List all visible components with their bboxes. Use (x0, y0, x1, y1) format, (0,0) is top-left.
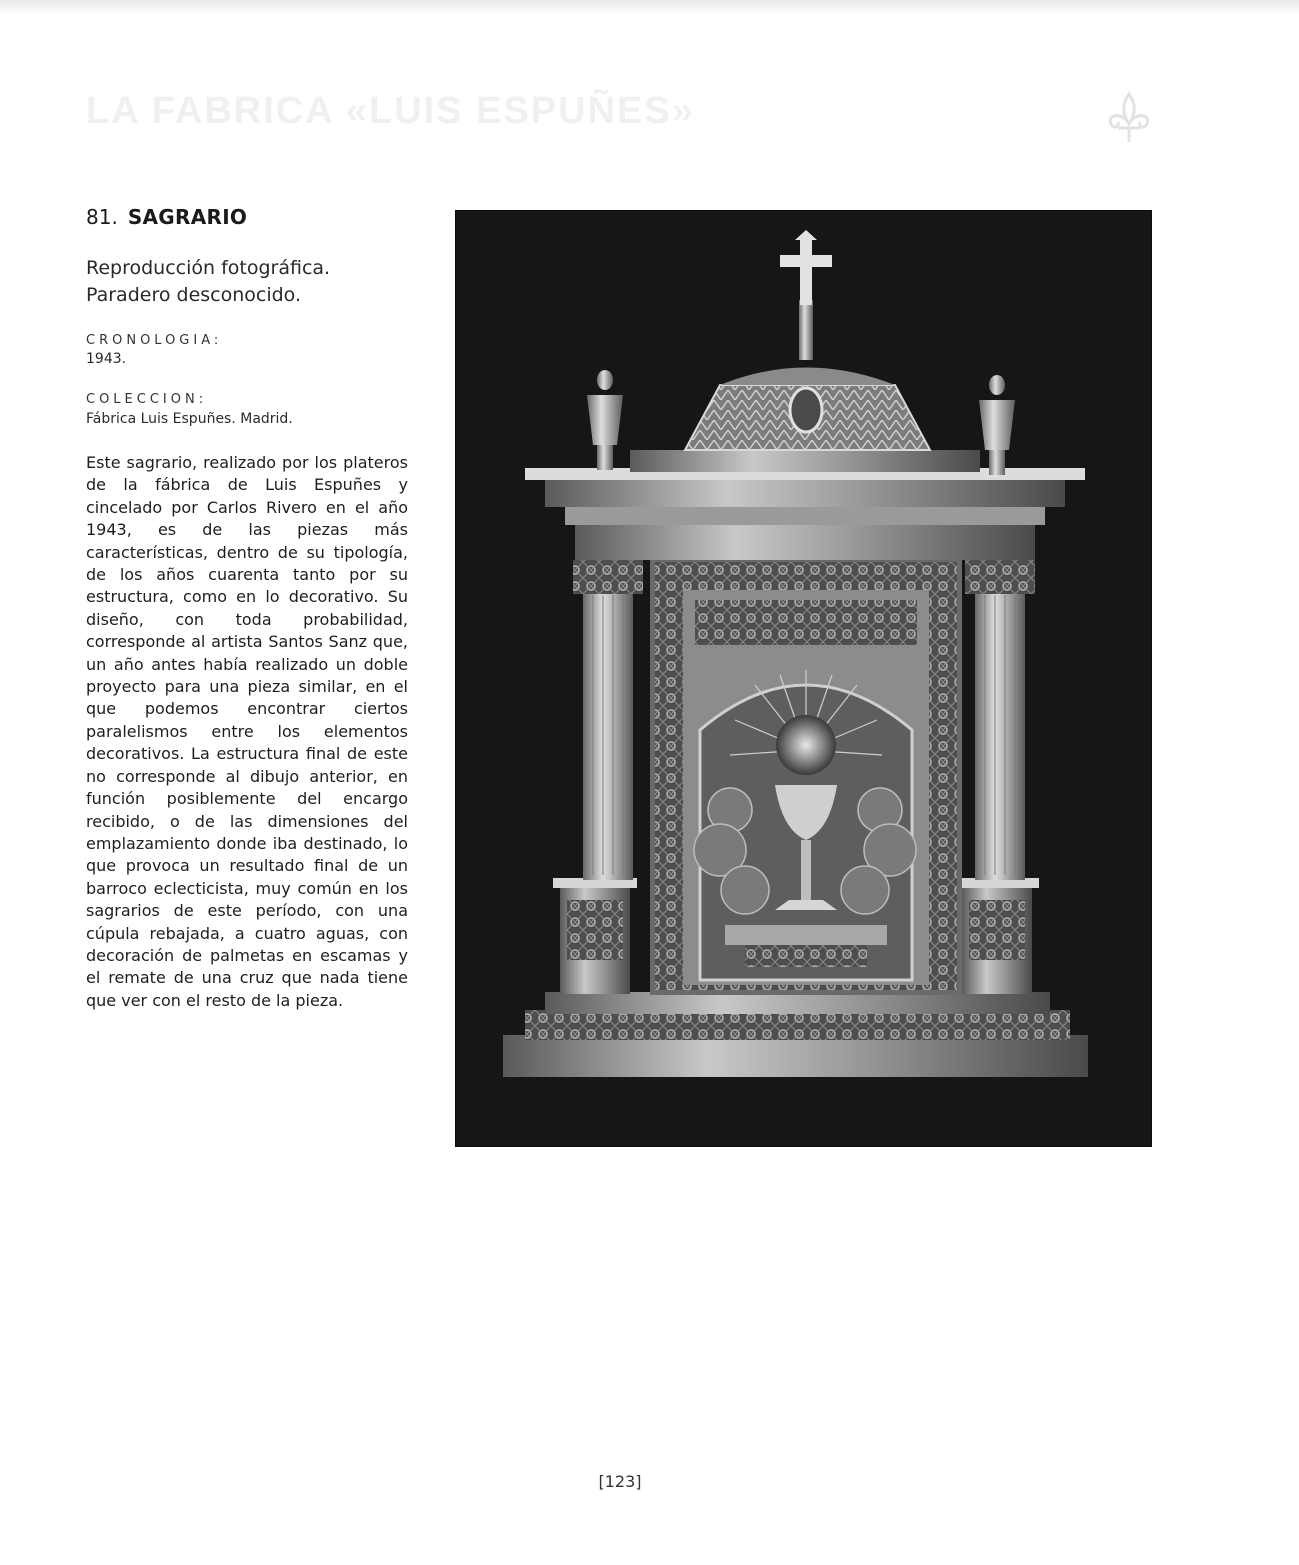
chronology-label: CRONOLOGIA: (86, 333, 223, 348)
running-head: LA FABRICA «LUIS ESPUÑES» (86, 90, 695, 132)
collection-value: Fábrica Luis Espuñes. Madrid. (86, 411, 293, 427)
entry-name: SAGRARIO (127, 205, 248, 229)
page-number: [123] (598, 1472, 642, 1491)
entry-number: 81. (86, 205, 118, 229)
tabernacle-photograph (455, 210, 1152, 1147)
chronology-value: 1943. (86, 351, 127, 367)
fleur-de-lis-icon (1106, 90, 1152, 146)
collection-label: COLECCION: (86, 392, 208, 407)
scan-edge-shadow (0, 0, 1299, 14)
entry-description: Este sagrario, realizado por los plateros de la fábrica de Luis Espuñes y cincelado por Carlos Rivero en el año 1943, es de las piezas más características, dentro de su tipología, de los años cuarenta tanto por su estructura, como en lo decorativo. Su diseño, con toda probabilidad, corresponde al artista Santos Sanz que, un año antes había realizado un doble proyecto para una pieza similar, en el que podemos encontrar ciertos paralelismos entre los elementos decorativos. La estructura final de este no corresponde al dibujo anterior, en función posiblemente del encargo recibido, o de las dimensiones del emplazamiento donde iba destinado, lo que provoca un resultado final de un barroco eclecticista, muy común en los sagrarios de este período, con una cúpula rebajada, a cuatro aguas, con decoración de palmetas en escamas y el remate de una cruz que nada tiene que ver con el resto de la pieza. (86, 453, 408, 1010)
entry-title (86, 205, 247, 229)
entry-subtitle: Reproducción fotográfica. Paradero desconocido. (86, 257, 331, 306)
